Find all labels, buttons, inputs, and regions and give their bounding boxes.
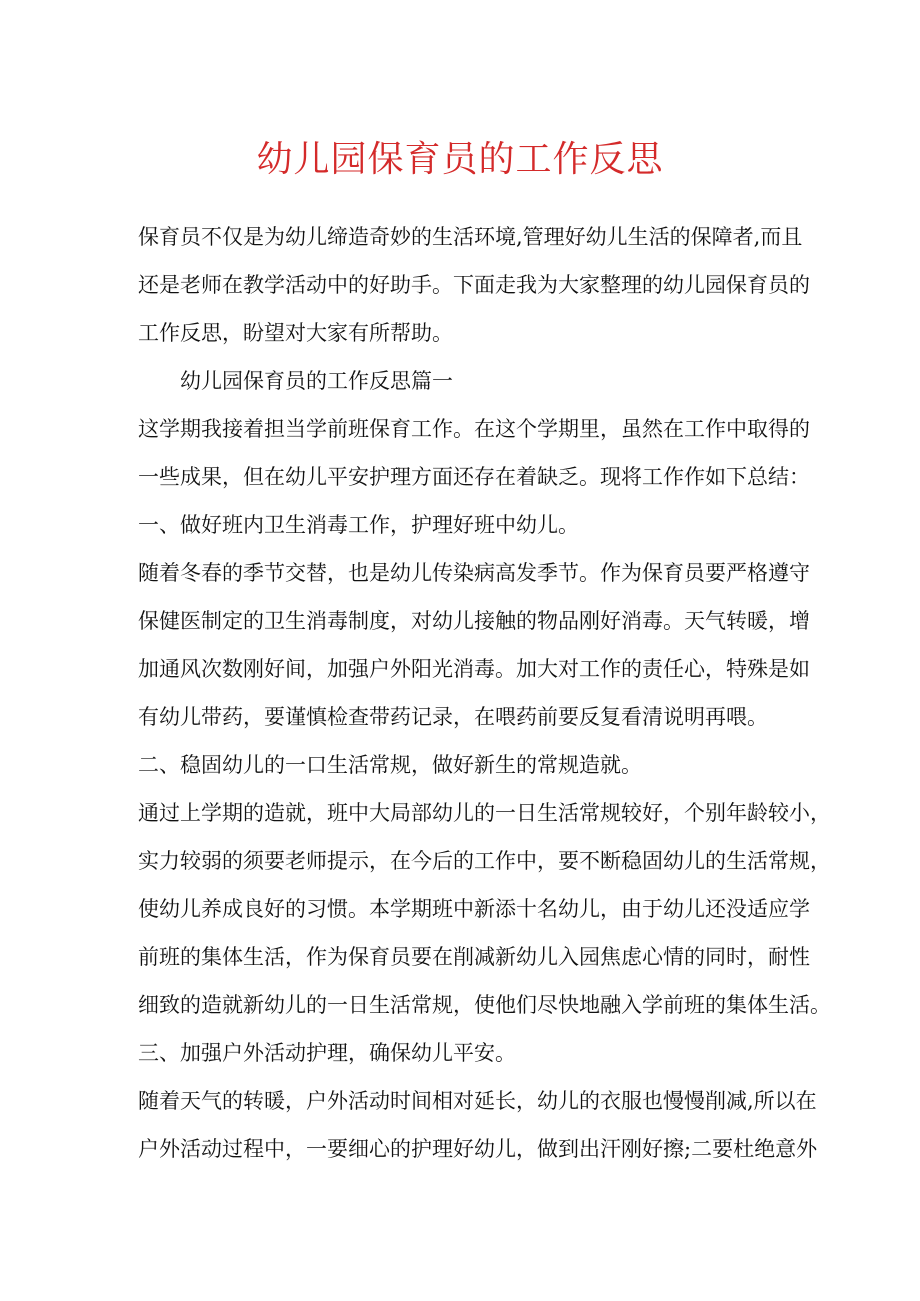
numbered-heading: 三、加强户外活动护理，确保幼儿平安。 bbox=[138, 1041, 516, 1065]
numbered-heading: 一、做好班内卫生消毒工作，护理好班中幼儿。 bbox=[138, 513, 579, 537]
paragraph-line: 加通风次数刚好间，加强户外阳光消毒。加大对工作的责任心，特殊是如 bbox=[138, 657, 810, 681]
paragraph-line: 保健医制定的卫生消毒制度，对幼儿接触的物品刚好消毒。天气转暖，增 bbox=[138, 609, 810, 633]
paragraph-line: 一些成果，但在幼儿平安护理方面还存在着缺乏。现将工作作如下总结： bbox=[138, 465, 810, 489]
paragraph-line: 随着天气的转暖，户外活动时间相对延长，幼儿的衣服也慢慢削减,所以在 bbox=[138, 1089, 817, 1113]
document-title: 幼儿园保育员的工作反思 bbox=[256, 139, 664, 180]
document-body bbox=[138, 213, 831, 1173]
paragraph-line: 使幼儿养成良好的习惯。本学期班中新添十名幼儿，由于幼儿还没适应学 bbox=[138, 897, 810, 921]
paragraph-line: 还是老师在教学活动中的好助手。下面走我为大家整理的幼儿园保育员的 bbox=[138, 273, 810, 297]
paragraph-line: 户外活动过程中，一要细心的护理好幼儿，做到出汗刚好擦;二要杜绝意外 bbox=[138, 1137, 818, 1161]
paragraph-line: 实力较弱的须要老师提示，在今后的工作中，要不断稳固幼儿的生活常规， bbox=[138, 849, 831, 873]
paragraph-line: 细致的造就新幼儿的一日生活常规，使他们尽快地融入学前班的集体生活。 bbox=[138, 993, 831, 1017]
paragraph-line: 工作反思，盼望对大家有所帮助。 bbox=[138, 321, 453, 345]
paragraph-line: 这学期我接着担当学前班保育工作。在这个学期里，虽然在工作中取得的 bbox=[138, 417, 810, 441]
paragraph-line: 保育员不仅是为幼儿缔造奇妙的生活环境,管理好幼儿生活的保障者,而且 bbox=[138, 225, 803, 249]
section-heading: 幼儿园保育员的工作反思篇一 bbox=[180, 369, 453, 393]
paragraph-line: 通过上学期的造就，班中大局部幼儿的一日生活常规较好，个别年龄较小， bbox=[138, 801, 831, 825]
numbered-heading: 二、稳固幼儿的一口生活常规，做好新生的常规造就。 bbox=[138, 753, 642, 777]
paragraph-line: 随着冬春的季节交替，也是幼儿传染病高发季节。作为保育员要严格遵守 bbox=[138, 561, 810, 585]
paragraph-line: 前班的集体生活，作为保育员要在削减新幼儿入园焦虑心情的同时，耐性 bbox=[138, 945, 810, 969]
paragraph-line: 有幼儿带药，要谨慎检查带药记录，在喂药前要反复看清说明再喂。 bbox=[138, 705, 768, 729]
